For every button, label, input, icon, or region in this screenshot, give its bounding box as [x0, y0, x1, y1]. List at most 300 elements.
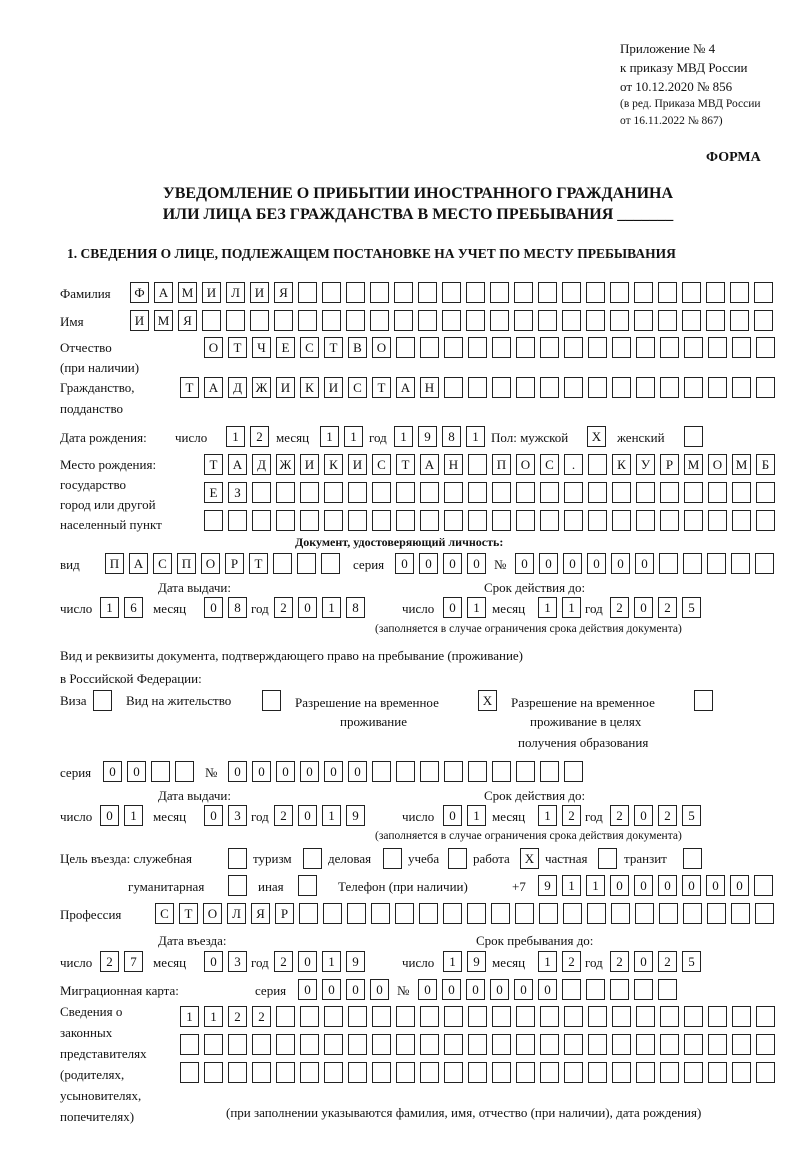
char-cell[interactable] — [732, 1062, 751, 1083]
char-cell[interactable]: 1 — [467, 597, 486, 618]
char-cell[interactable]: X — [520, 848, 539, 869]
char-cell[interactable]: 0 — [300, 761, 319, 782]
char-cell[interactable] — [756, 377, 775, 398]
char-cell[interactable] — [276, 1034, 295, 1055]
char-cell[interactable] — [660, 482, 679, 503]
char-cell[interactable]: 1 — [467, 805, 486, 826]
char-cell[interactable]: 0 — [204, 597, 223, 618]
char-cell[interactable] — [467, 903, 486, 924]
char-cell[interactable]: X — [587, 426, 606, 447]
char-cell[interactable]: И — [202, 282, 221, 303]
char-cell[interactable] — [538, 282, 557, 303]
char-cell[interactable] — [755, 903, 774, 924]
char-cell[interactable]: 0 — [587, 553, 606, 574]
char-cell[interactable] — [228, 875, 247, 896]
char-cell[interactable]: 1 — [586, 875, 605, 896]
char-cell[interactable]: 0 — [298, 951, 317, 972]
char-cell[interactable]: 0 — [634, 875, 653, 896]
char-cell[interactable] — [756, 510, 775, 531]
char-cell[interactable] — [540, 1062, 559, 1083]
char-cell[interactable] — [660, 1034, 679, 1055]
char-cell[interactable] — [324, 1006, 343, 1027]
char-cell[interactable] — [492, 1062, 511, 1083]
char-cell[interactable] — [636, 1062, 655, 1083]
char-cell[interactable] — [348, 510, 367, 531]
char-cell[interactable]: 5 — [682, 597, 701, 618]
char-cell[interactable] — [516, 377, 535, 398]
char-cell[interactable]: 1 — [538, 951, 557, 972]
char-cell[interactable] — [636, 1006, 655, 1027]
char-cell[interactable] — [564, 337, 583, 358]
char-cell[interactable]: 8 — [346, 597, 365, 618]
char-cell[interactable] — [706, 282, 725, 303]
char-cell[interactable] — [588, 377, 607, 398]
char-cell[interactable] — [252, 510, 271, 531]
char-cell[interactable]: 0 — [348, 761, 367, 782]
char-cell[interactable] — [731, 903, 750, 924]
char-cell[interactable]: 2 — [274, 597, 293, 618]
char-cell[interactable] — [564, 1062, 583, 1083]
char-cell[interactable] — [300, 482, 319, 503]
char-cell[interactable]: С — [372, 454, 391, 475]
char-cell[interactable] — [562, 310, 581, 331]
char-cell[interactable] — [420, 761, 439, 782]
char-cell[interactable] — [731, 553, 750, 574]
char-cell[interactable] — [756, 1006, 775, 1027]
char-cell[interactable]: И — [348, 454, 367, 475]
char-cell[interactable]: 0 — [730, 875, 749, 896]
char-cell[interactable] — [394, 310, 413, 331]
char-cell[interactable] — [468, 761, 487, 782]
char-cell[interactable] — [93, 690, 112, 711]
char-cell[interactable]: 0 — [298, 979, 317, 1000]
char-cell[interactable] — [612, 482, 631, 503]
char-cell[interactable] — [444, 337, 463, 358]
char-cell[interactable]: К — [324, 454, 343, 475]
char-cell[interactable] — [420, 1062, 439, 1083]
char-cell[interactable]: 6 — [124, 597, 143, 618]
char-cell[interactable] — [707, 903, 726, 924]
char-cell[interactable] — [372, 1034, 391, 1055]
char-cell[interactable]: 0 — [443, 805, 462, 826]
char-cell[interactable] — [634, 282, 653, 303]
char-cell[interactable] — [371, 903, 390, 924]
char-cell[interactable] — [732, 1006, 751, 1027]
char-cell[interactable] — [660, 337, 679, 358]
char-cell[interactable] — [563, 903, 582, 924]
char-cell[interactable]: 5 — [682, 951, 701, 972]
char-cell[interactable] — [444, 377, 463, 398]
char-cell[interactable]: 0 — [443, 597, 462, 618]
char-cell[interactable]: 2 — [658, 951, 677, 972]
char-cell[interactable]: О — [372, 337, 391, 358]
char-cell[interactable] — [226, 310, 245, 331]
char-cell[interactable] — [204, 1062, 223, 1083]
char-cell[interactable]: 0 — [611, 553, 630, 574]
char-cell[interactable] — [586, 979, 605, 1000]
char-cell[interactable] — [252, 1062, 271, 1083]
char-cell[interactable]: В — [348, 337, 367, 358]
char-cell[interactable] — [683, 903, 702, 924]
char-cell[interactable] — [348, 482, 367, 503]
char-cell[interactable] — [708, 377, 727, 398]
char-cell[interactable] — [540, 761, 559, 782]
char-cell[interactable] — [754, 310, 773, 331]
char-cell[interactable]: И — [250, 282, 269, 303]
char-cell[interactable] — [395, 903, 414, 924]
char-cell[interactable]: З — [228, 482, 247, 503]
char-cell[interactable]: А — [129, 553, 148, 574]
char-cell[interactable] — [444, 761, 463, 782]
char-cell[interactable]: 0 — [635, 553, 654, 574]
char-cell[interactable] — [276, 482, 295, 503]
char-cell[interactable] — [444, 482, 463, 503]
char-cell[interactable] — [396, 482, 415, 503]
char-cell[interactable] — [660, 1062, 679, 1083]
char-cell[interactable]: 1 — [538, 805, 557, 826]
char-cell[interactable] — [348, 1062, 367, 1083]
char-cell[interactable]: 2 — [562, 951, 581, 972]
char-cell[interactable]: Л — [226, 282, 245, 303]
char-cell[interactable]: 1 — [322, 805, 341, 826]
char-cell[interactable] — [658, 979, 677, 1000]
char-cell[interactable] — [754, 875, 773, 896]
char-cell[interactable]: 2 — [610, 597, 629, 618]
char-cell[interactable]: 0 — [563, 553, 582, 574]
char-cell[interactable] — [516, 482, 535, 503]
char-cell[interactable] — [252, 482, 271, 503]
char-cell[interactable]: Т — [372, 377, 391, 398]
char-cell[interactable] — [468, 1006, 487, 1027]
char-cell[interactable] — [636, 482, 655, 503]
char-cell[interactable] — [324, 1034, 343, 1055]
char-cell[interactable]: 9 — [538, 875, 557, 896]
char-cell[interactable] — [348, 1034, 367, 1055]
char-cell[interactable] — [468, 510, 487, 531]
char-cell[interactable] — [708, 1034, 727, 1055]
char-cell[interactable] — [588, 1034, 607, 1055]
char-cell[interactable] — [444, 510, 463, 531]
char-cell[interactable] — [708, 482, 727, 503]
char-cell[interactable] — [468, 337, 487, 358]
char-cell[interactable] — [273, 553, 292, 574]
char-cell[interactable] — [612, 510, 631, 531]
char-cell[interactable]: 0 — [204, 805, 223, 826]
char-cell[interactable]: Т — [204, 454, 223, 475]
char-cell[interactable] — [346, 310, 365, 331]
char-cell[interactable]: С — [348, 377, 367, 398]
char-cell[interactable] — [516, 1034, 535, 1055]
char-cell[interactable]: 9 — [346, 951, 365, 972]
char-cell[interactable] — [540, 1006, 559, 1027]
char-cell[interactable] — [228, 510, 247, 531]
char-cell[interactable] — [564, 761, 583, 782]
char-cell[interactable]: 0 — [467, 553, 486, 574]
char-cell[interactable]: 1 — [538, 597, 557, 618]
char-cell[interactable] — [539, 903, 558, 924]
char-cell[interactable]: О — [708, 454, 727, 475]
char-cell[interactable] — [660, 510, 679, 531]
char-cell[interactable] — [252, 1034, 271, 1055]
char-cell[interactable]: 9 — [418, 426, 437, 447]
char-cell[interactable] — [634, 979, 653, 1000]
char-cell[interactable]: 0 — [324, 761, 343, 782]
char-cell[interactable] — [419, 903, 438, 924]
char-cell[interactable] — [300, 1006, 319, 1027]
char-cell[interactable]: Я — [251, 903, 270, 924]
char-cell[interactable]: Н — [420, 377, 439, 398]
char-cell[interactable] — [468, 1034, 487, 1055]
char-cell[interactable]: 3 — [228, 805, 247, 826]
char-cell[interactable] — [418, 282, 437, 303]
char-cell[interactable]: Т — [396, 454, 415, 475]
char-cell[interactable] — [466, 282, 485, 303]
char-cell[interactable] — [324, 510, 343, 531]
char-cell[interactable]: 9 — [346, 805, 365, 826]
char-cell[interactable] — [562, 282, 581, 303]
char-cell[interactable] — [707, 553, 726, 574]
char-cell[interactable]: 0 — [538, 979, 557, 1000]
char-cell[interactable] — [658, 310, 677, 331]
char-cell[interactable]: 1 — [443, 951, 462, 972]
char-cell[interactable] — [347, 903, 366, 924]
char-cell[interactable] — [708, 337, 727, 358]
char-cell[interactable] — [420, 1006, 439, 1027]
char-cell[interactable]: 0 — [103, 761, 122, 782]
char-cell[interactable] — [730, 282, 749, 303]
char-cell[interactable] — [490, 282, 509, 303]
char-cell[interactable] — [706, 310, 725, 331]
char-cell[interactable] — [540, 1034, 559, 1055]
char-cell[interactable] — [322, 310, 341, 331]
char-cell[interactable] — [491, 903, 510, 924]
char-cell[interactable]: 1 — [562, 875, 581, 896]
char-cell[interactable] — [298, 310, 317, 331]
char-cell[interactable] — [564, 1034, 583, 1055]
char-cell[interactable] — [755, 553, 774, 574]
char-cell[interactable]: И — [276, 377, 295, 398]
char-cell[interactable] — [492, 482, 511, 503]
char-cell[interactable] — [756, 1034, 775, 1055]
char-cell[interactable] — [420, 337, 439, 358]
char-cell[interactable]: 0 — [276, 761, 295, 782]
char-cell[interactable] — [442, 282, 461, 303]
char-cell[interactable] — [204, 1034, 223, 1055]
char-cell[interactable] — [348, 1006, 367, 1027]
char-cell[interactable]: 0 — [634, 951, 653, 972]
char-cell[interactable] — [274, 310, 293, 331]
char-cell[interactable]: 0 — [490, 979, 509, 1000]
char-cell[interactable]: 2 — [274, 951, 293, 972]
char-cell[interactable] — [610, 310, 629, 331]
char-cell[interactable]: 7 — [124, 951, 143, 972]
char-cell[interactable]: 0 — [298, 597, 317, 618]
char-cell[interactable]: А — [396, 377, 415, 398]
char-cell[interactable] — [324, 1062, 343, 1083]
char-cell[interactable]: 0 — [658, 875, 677, 896]
char-cell[interactable] — [180, 1062, 199, 1083]
char-cell[interactable] — [321, 553, 340, 574]
char-cell[interactable]: 1 — [204, 1006, 223, 1027]
char-cell[interactable]: 0 — [442, 979, 461, 1000]
char-cell[interactable]: 2 — [228, 1006, 247, 1027]
char-cell[interactable] — [683, 553, 702, 574]
char-cell[interactable]: П — [105, 553, 124, 574]
char-cell[interactable]: О — [204, 337, 223, 358]
char-cell[interactable]: 2 — [658, 597, 677, 618]
char-cell[interactable]: О — [201, 553, 220, 574]
char-cell[interactable] — [202, 310, 221, 331]
char-cell[interactable] — [612, 1062, 631, 1083]
char-cell[interactable] — [708, 1062, 727, 1083]
char-cell[interactable] — [636, 377, 655, 398]
char-cell[interactable] — [636, 510, 655, 531]
char-cell[interactable] — [562, 979, 581, 1000]
char-cell[interactable]: 3 — [228, 951, 247, 972]
char-cell[interactable] — [612, 377, 631, 398]
char-cell[interactable] — [492, 337, 511, 358]
char-cell[interactable]: М — [684, 454, 703, 475]
char-cell[interactable]: 1 — [394, 426, 413, 447]
char-cell[interactable] — [276, 1006, 295, 1027]
char-cell[interactable] — [372, 1006, 391, 1027]
char-cell[interactable] — [588, 454, 607, 475]
char-cell[interactable] — [444, 1034, 463, 1055]
char-cell[interactable] — [468, 1062, 487, 1083]
char-cell[interactable] — [300, 1034, 319, 1055]
char-cell[interactable] — [515, 903, 534, 924]
char-cell[interactable] — [684, 1034, 703, 1055]
char-cell[interactable] — [588, 1006, 607, 1027]
char-cell[interactable] — [492, 1034, 511, 1055]
char-cell[interactable]: Я — [274, 282, 293, 303]
char-cell[interactable] — [611, 903, 630, 924]
char-cell[interactable]: 0 — [100, 805, 119, 826]
char-cell[interactable] — [586, 310, 605, 331]
char-cell[interactable] — [660, 1006, 679, 1027]
char-cell[interactable] — [300, 1062, 319, 1083]
char-cell[interactable]: 0 — [395, 553, 414, 574]
char-cell[interactable]: 5 — [682, 805, 701, 826]
char-cell[interactable]: 0 — [298, 805, 317, 826]
char-cell[interactable] — [372, 761, 391, 782]
char-cell[interactable] — [372, 510, 391, 531]
char-cell[interactable] — [708, 510, 727, 531]
char-cell[interactable] — [276, 1062, 295, 1083]
char-cell[interactable] — [732, 377, 751, 398]
char-cell[interactable]: 2 — [100, 951, 119, 972]
char-cell[interactable]: Я — [178, 310, 197, 331]
char-cell[interactable] — [516, 761, 535, 782]
char-cell[interactable]: 0 — [127, 761, 146, 782]
char-cell[interactable] — [684, 1006, 703, 1027]
char-cell[interactable] — [262, 690, 281, 711]
char-cell[interactable]: 2 — [252, 1006, 271, 1027]
char-cell[interactable] — [612, 1006, 631, 1027]
char-cell[interactable] — [684, 426, 703, 447]
char-cell[interactable]: С — [155, 903, 174, 924]
char-cell[interactable]: 1 — [100, 597, 119, 618]
char-cell[interactable]: Б — [756, 454, 775, 475]
char-cell[interactable] — [468, 482, 487, 503]
char-cell[interactable]: Т — [324, 337, 343, 358]
char-cell[interactable]: С — [153, 553, 172, 574]
char-cell[interactable] — [516, 337, 535, 358]
char-cell[interactable] — [370, 310, 389, 331]
char-cell[interactable]: 0 — [204, 951, 223, 972]
char-cell[interactable]: 0 — [634, 597, 653, 618]
char-cell[interactable]: 1 — [320, 426, 339, 447]
char-cell[interactable]: И — [130, 310, 149, 331]
char-cell[interactable]: Т — [179, 903, 198, 924]
char-cell[interactable]: 1 — [322, 597, 341, 618]
char-cell[interactable]: 0 — [443, 553, 462, 574]
char-cell[interactable]: А — [228, 454, 247, 475]
char-cell[interactable] — [754, 282, 773, 303]
char-cell[interactable]: . — [564, 454, 583, 475]
char-cell[interactable] — [466, 310, 485, 331]
char-cell[interactable] — [635, 903, 654, 924]
char-cell[interactable] — [683, 848, 702, 869]
char-cell[interactable]: 1 — [562, 597, 581, 618]
char-cell[interactable] — [298, 282, 317, 303]
char-cell[interactable] — [756, 337, 775, 358]
char-cell[interactable]: Е — [276, 337, 295, 358]
char-cell[interactable] — [323, 903, 342, 924]
char-cell[interactable]: Р — [225, 553, 244, 574]
char-cell[interactable]: 0 — [228, 761, 247, 782]
char-cell[interactable]: А — [204, 377, 223, 398]
char-cell[interactable]: 0 — [370, 979, 389, 1000]
char-cell[interactable] — [756, 482, 775, 503]
char-cell[interactable]: 0 — [322, 979, 341, 1000]
char-cell[interactable]: 0 — [515, 553, 534, 574]
char-cell[interactable] — [730, 310, 749, 331]
char-cell[interactable]: 0 — [634, 805, 653, 826]
char-cell[interactable] — [303, 848, 322, 869]
char-cell[interactable] — [660, 377, 679, 398]
char-cell[interactable] — [383, 848, 402, 869]
char-cell[interactable] — [228, 1034, 247, 1055]
char-cell[interactable] — [659, 553, 678, 574]
char-cell[interactable] — [228, 848, 247, 869]
char-cell[interactable] — [490, 310, 509, 331]
char-cell[interactable]: К — [612, 454, 631, 475]
char-cell[interactable] — [612, 1034, 631, 1055]
char-cell[interactable]: Ф — [130, 282, 149, 303]
char-cell[interactable] — [151, 761, 170, 782]
char-cell[interactable] — [682, 282, 701, 303]
char-cell[interactable] — [514, 310, 533, 331]
char-cell[interactable]: 0 — [466, 979, 485, 1000]
char-cell[interactable] — [180, 1034, 199, 1055]
char-cell[interactable] — [396, 1062, 415, 1083]
char-cell[interactable] — [297, 553, 316, 574]
char-cell[interactable] — [540, 482, 559, 503]
char-cell[interactable] — [492, 761, 511, 782]
char-cell[interactable] — [442, 310, 461, 331]
char-cell[interactable]: Т — [228, 337, 247, 358]
char-cell[interactable]: 1 — [344, 426, 363, 447]
char-cell[interactable] — [492, 1006, 511, 1027]
char-cell[interactable] — [298, 875, 317, 896]
char-cell[interactable]: 2 — [562, 805, 581, 826]
char-cell[interactable] — [516, 1062, 535, 1083]
char-cell[interactable]: 1 — [180, 1006, 199, 1027]
char-cell[interactable]: 0 — [252, 761, 271, 782]
char-cell[interactable] — [420, 1034, 439, 1055]
char-cell[interactable] — [299, 903, 318, 924]
